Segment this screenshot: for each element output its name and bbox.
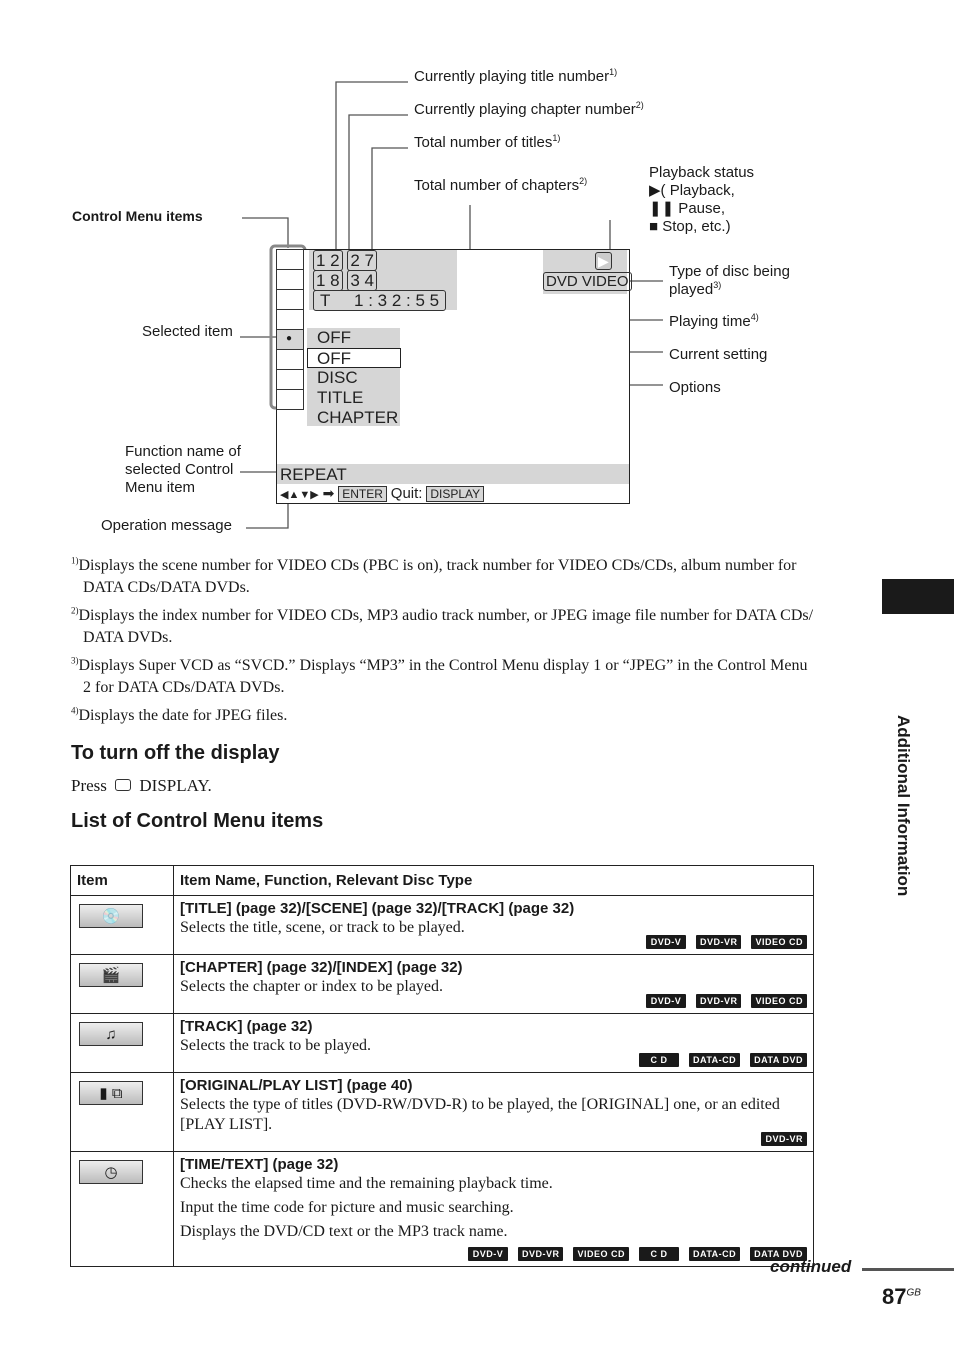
disc-badge: DVD-V bbox=[468, 1247, 508, 1261]
section-tab-label: Additional Information bbox=[894, 715, 913, 897]
playing-time: T 1 : 3 2 : 5 5 bbox=[313, 290, 446, 311]
disc-type: DVD VIDEO bbox=[543, 272, 632, 292]
chapter-number: 1 8 bbox=[313, 270, 343, 291]
table-row bbox=[71, 896, 814, 955]
total-titles-label: Total number of titles$^{1)}$ bbox=[414, 133, 561, 151]
chapter-clapper-icon: 🎬 bbox=[79, 963, 143, 987]
item-desc: Input the time code for picture and music searching. bbox=[180, 1199, 514, 1216]
control-menu-item-icon-selected[interactable]: ● bbox=[276, 329, 304, 350]
table-row bbox=[71, 1014, 814, 1073]
option-item[interactable]: TITLE bbox=[317, 388, 364, 407]
continued-label: continued bbox=[770, 1257, 852, 1276]
control-menu-item-icon[interactable] bbox=[276, 369, 304, 390]
stop-icon: ■ bbox=[649, 218, 659, 235]
item-desc: Selects the chapter or index to be played. bbox=[180, 978, 444, 995]
option-item[interactable]: OFF bbox=[317, 349, 351, 368]
footnote: $^{1)}$Displays the scene number for VIDEO CDs (PBC is on), track number for VIDEO CDs/CDs, album number for DATA CDs/DATA DVDs. bbox=[71, 555, 797, 596]
disc-badge: DATA DVD bbox=[750, 1247, 807, 1261]
operation-message-label: Operation message bbox=[101, 517, 232, 534]
continued-rule bbox=[862, 1268, 954, 1271]
table-row bbox=[71, 1152, 814, 1267]
control-menu-items-label: Control Menu items bbox=[72, 208, 203, 224]
original-playlist-icon: ▮ ⧉ bbox=[79, 1081, 143, 1105]
list-heading: List of Control Menu items bbox=[71, 810, 324, 832]
item-desc: Selects the type of titles (DVD-RW/DVD-R) to be played, the [ORIGINAL] one, or an edited [PLAY LIST]. bbox=[180, 1096, 780, 1133]
title-total: 2 7 bbox=[347, 250, 377, 271]
item-title: [ORIGINAL/PLAY LIST] (page 40) bbox=[180, 1077, 413, 1094]
turn-off-instruction: Press DISPLAY. bbox=[71, 776, 212, 795]
item-desc: Checks the elapsed time and the remaining playback time. bbox=[180, 1175, 553, 1192]
chapter-total: 3 4 bbox=[347, 270, 377, 291]
total-chapters-label: Total number of chapters$^{2)}$ bbox=[414, 176, 588, 194]
control-menu-item-icon[interactable] bbox=[276, 269, 304, 290]
function-name-label: Function name of selected Control Menu item bbox=[125, 443, 241, 496]
table-header-row bbox=[71, 866, 814, 896]
item-title: [TITLE] (page 32)/[SCENE] (page 32)/[TRACK] (page 32) bbox=[180, 900, 575, 917]
item-title: [TRACK] (page 32) bbox=[180, 1018, 313, 1035]
item-desc: Selects the track to be played. bbox=[180, 1037, 372, 1054]
operation-message: ◀▲▼▶ ➡ ENTER Quit: DISPLAY bbox=[280, 483, 484, 505]
function-name: REPEAT bbox=[280, 465, 347, 484]
time-text-clock-icon: ◷ bbox=[79, 1160, 143, 1184]
disc-badge: DVD-VR bbox=[518, 1247, 564, 1261]
disc-badge: VIDEO CD bbox=[751, 935, 807, 949]
column-header-desc: Item Name, Function, Relevant Disc Type bbox=[174, 866, 814, 896]
pause-icon: ❚❚ bbox=[649, 200, 675, 217]
title-number: 1 2 bbox=[313, 250, 343, 271]
table-row bbox=[71, 955, 814, 1014]
disc-badge: VIDEO CD bbox=[573, 1247, 629, 1261]
footnote: $^{2)}$Displays the index number for VIDEO CDs, MP3 audio track number, or JPEG image file number for DATA CDs/ DATA DVDs. bbox=[71, 605, 814, 646]
turn-off-heading: To turn off the display bbox=[71, 742, 280, 764]
title-number-label: Currently playing title number$^{1)}$ bbox=[414, 67, 618, 85]
disc-badge: DVD-VR bbox=[696, 994, 742, 1008]
disc-badge: DVD-VR bbox=[696, 935, 742, 949]
options-label: Options bbox=[669, 379, 721, 396]
right-arrow-icon: ➡ bbox=[322, 485, 335, 501]
disc-badge: C D bbox=[639, 1053, 679, 1067]
play-icon: ▶ bbox=[649, 182, 661, 199]
footnote: $^{3)}$Displays Super VCD as “SVCD.” Displays “MP3” in the Control Menu display 1 or “JPEG” in the Control Menu 2 for DATA CDs/DATA DVDs. bbox=[71, 655, 808, 696]
footnote: $^{4)}$Displays the date for JPEG files. bbox=[71, 705, 288, 724]
disc-badge: DVD-V bbox=[646, 994, 686, 1008]
playback-status-icon: ▶ bbox=[595, 251, 612, 271]
disc-badge: DATA-CD bbox=[689, 1053, 740, 1067]
osd-screen bbox=[276, 249, 630, 504]
item-desc: Selects the title, scene, or track to be played. bbox=[180, 919, 465, 936]
title-disc-icon: 💿 bbox=[79, 904, 143, 928]
control-menu-item-icon[interactable] bbox=[276, 309, 304, 330]
column-header-item: Item bbox=[71, 866, 174, 896]
disc-badge: DATA DVD bbox=[750, 1053, 807, 1067]
arrow-keys-icon: ◀▲▼▶ bbox=[280, 489, 319, 501]
disc-badge: DVD-VR bbox=[761, 1132, 807, 1146]
disc-badge: C D bbox=[639, 1247, 679, 1261]
disc-badge: VIDEO CD bbox=[751, 994, 807, 1008]
disc-badge: DVD-V bbox=[646, 935, 686, 949]
option-item[interactable]: DISC bbox=[317, 368, 358, 387]
control-menu-item-icon[interactable] bbox=[276, 289, 304, 310]
item-desc: Displays the DVD/CD text or the MP3 track name. bbox=[180, 1223, 508, 1240]
section-tab-marker bbox=[882, 579, 954, 614]
item-title: [TIME/TEXT] (page 32) bbox=[180, 1156, 339, 1173]
control-menu-item-icon[interactable] bbox=[276, 389, 304, 410]
table-row bbox=[71, 1073, 814, 1152]
control-menu-item-icon[interactable] bbox=[276, 249, 304, 270]
display-button-icon bbox=[115, 779, 131, 791]
disc-badge: DATA-CD bbox=[689, 1247, 740, 1261]
selected-item-label: Selected item bbox=[142, 323, 233, 340]
chapter-number-label: Currently playing chapter number$^{2)}$ bbox=[414, 100, 644, 118]
playing-time-label: Playing time$^{4)}$ bbox=[669, 312, 759, 330]
control-menu-table bbox=[70, 865, 814, 1267]
option-item[interactable]: CHAPTER bbox=[317, 408, 399, 427]
control-menu-item-icon[interactable] bbox=[276, 349, 304, 370]
playback-status-label: Playback status ▶( Playback, ❚❚ Pause, ■ Stop, etc.) bbox=[649, 164, 755, 235]
current-setting-label: Current setting bbox=[669, 346, 768, 363]
page-number: $87^{GB}$ bbox=[882, 1284, 921, 1309]
music-note-icon: ♫ bbox=[79, 1022, 143, 1046]
current-setting-value: OFF bbox=[317, 328, 351, 347]
disc-type-label: Type of disc being played$^{3)}$ bbox=[669, 263, 790, 298]
item-title: [CHAPTER] (page 32)/[INDEX] (page 32) bbox=[180, 959, 463, 976]
